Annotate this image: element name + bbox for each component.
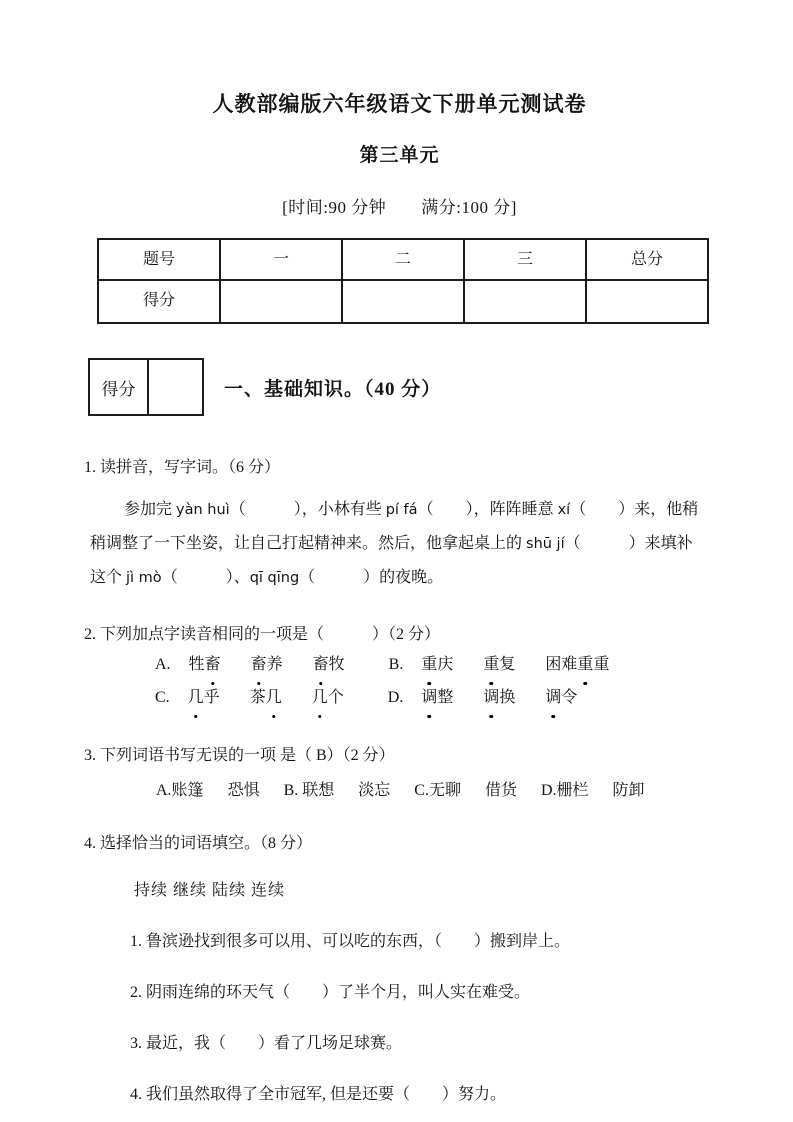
score-table-empty-cell — [464, 280, 586, 323]
q2-option-row — [155, 648, 715, 681]
q4-word-bank: 持续 继续 陆续 连续 — [134, 882, 286, 899]
pinyin-segment: qī qīng — [249, 570, 300, 586]
q1-passage-line — [90, 527, 715, 561]
q3-option: A.账篷 — [156, 782, 204, 799]
option-letter: B. — [388, 656, 404, 673]
q3-stem: 3. 下列词语书写无误的一项 是（ B）（2 分） — [84, 747, 395, 764]
q3-option: 淡忘 — [358, 782, 391, 799]
score-table-empty-cell — [342, 280, 464, 323]
page-title: 人教部编版六年级语文下册单元测试卷 — [212, 92, 587, 116]
score-table-header-cell: 总分 — [586, 239, 708, 280]
q1-passage-line — [90, 561, 715, 595]
text-segment: （ ）来，他稍 — [570, 501, 699, 518]
text-segment: （ ）来填补 — [564, 535, 693, 552]
text-segment: 参加完 — [124, 501, 177, 518]
q3-option: B. 联想 — [283, 782, 335, 799]
exam-meta: [时间:90 分钟 满分:100 分] — [282, 198, 517, 217]
q1-passage-line — [90, 493, 715, 527]
option-word: 重复 — [483, 648, 515, 681]
q3-options — [156, 777, 715, 800]
text-segment: （ ），小林有些 — [229, 501, 386, 518]
option-word: 困难重重 — [545, 648, 609, 681]
option-word: 调令 — [545, 681, 577, 714]
section-score-box — [88, 358, 204, 416]
section-one-heading: 一、基础知识。（40 分） — [224, 378, 442, 400]
q4-stem: 4. 选择恰当的词语填空。（8 分） — [84, 835, 313, 852]
q2-option-row — [155, 681, 715, 714]
option-word: 几个 — [312, 681, 344, 714]
q3-option: 防卸 — [612, 782, 645, 799]
section-one-header — [84, 358, 715, 416]
q3-option: C.无聊 — [414, 782, 461, 799]
pinyin-segment: pí fá — [385, 502, 418, 518]
q4-fill-items — [84, 928, 715, 1104]
score-table-empty-cell — [586, 280, 708, 323]
option-word: 畜养 — [251, 648, 283, 681]
option-word: 调换 — [483, 681, 515, 714]
q3-option: 借货 — [484, 782, 517, 799]
q3-option: D.栅栏 — [540, 782, 589, 799]
option-word: 畜牧 — [313, 648, 345, 681]
pinyin-segment: jì mò — [126, 570, 162, 586]
score-summary-table — [97, 238, 709, 324]
option-letter: A. — [155, 656, 171, 673]
q1-passage — [90, 493, 715, 595]
score-table-row-label: 得分 — [98, 280, 220, 323]
option-letter: C. — [155, 689, 170, 706]
pinyin-segment: shū jí — [526, 536, 565, 552]
option-word: 调整 — [421, 681, 453, 714]
q3-option: 恐惧 — [227, 782, 260, 799]
page-subtitle: 第三单元 — [359, 145, 440, 166]
score-table-header-cell: 二 — [342, 239, 464, 280]
pinyin-segment: xí — [557, 502, 571, 518]
score-table-header-cell: 三 — [464, 239, 586, 280]
q4-fill-item: 3. 最近，我（ ）看了几场足球赛。 — [130, 1035, 403, 1052]
q2-options — [155, 648, 715, 714]
pinyin-segment: yàn huì — [176, 502, 230, 518]
text-segment: （ ）、 — [161, 569, 250, 586]
q4-fill-item: 2. 阴雨连绵的环天气（ ）了半个月，叫人实在难受。 — [130, 984, 531, 1001]
q2-stem: 2. 下列加点字读音相同的一项是（ ）（2 分） — [84, 626, 441, 643]
q1-stem: 1. 读拼音，写字词。（6 分） — [84, 459, 281, 476]
text-segment: 这个 — [90, 569, 127, 586]
score-box-label: 得分 — [89, 359, 148, 415]
option-word: 茶几 — [250, 681, 282, 714]
text-segment: 稍调整了一下坐姿，让自己打起精神来。然后，他拿起桌上的 — [90, 535, 527, 552]
option-word: 牲畜 — [189, 648, 221, 681]
q4-fill-item: 1. 鲁滨逊找到很多可以用、可以吃的东西，（ ）搬到岸上。 — [130, 933, 571, 950]
score-table-header-cell: 一 — [220, 239, 342, 280]
option-word: 几乎 — [188, 681, 220, 714]
q4-fill-item: 4. 我们虽然取得了全市冠军, 但是还要（ ）努力。 — [130, 1086, 507, 1103]
option-word: 重庆 — [421, 648, 453, 681]
score-table-empty-cell — [220, 280, 342, 323]
text-segment: （ ）的夜晚。 — [299, 569, 444, 586]
score-table-header-cell: 题号 — [98, 239, 220, 280]
score-box-empty-cell — [148, 359, 203, 415]
text-segment: （ ），阵阵睡意 — [417, 501, 558, 518]
option-letter: D. — [387, 689, 404, 706]
